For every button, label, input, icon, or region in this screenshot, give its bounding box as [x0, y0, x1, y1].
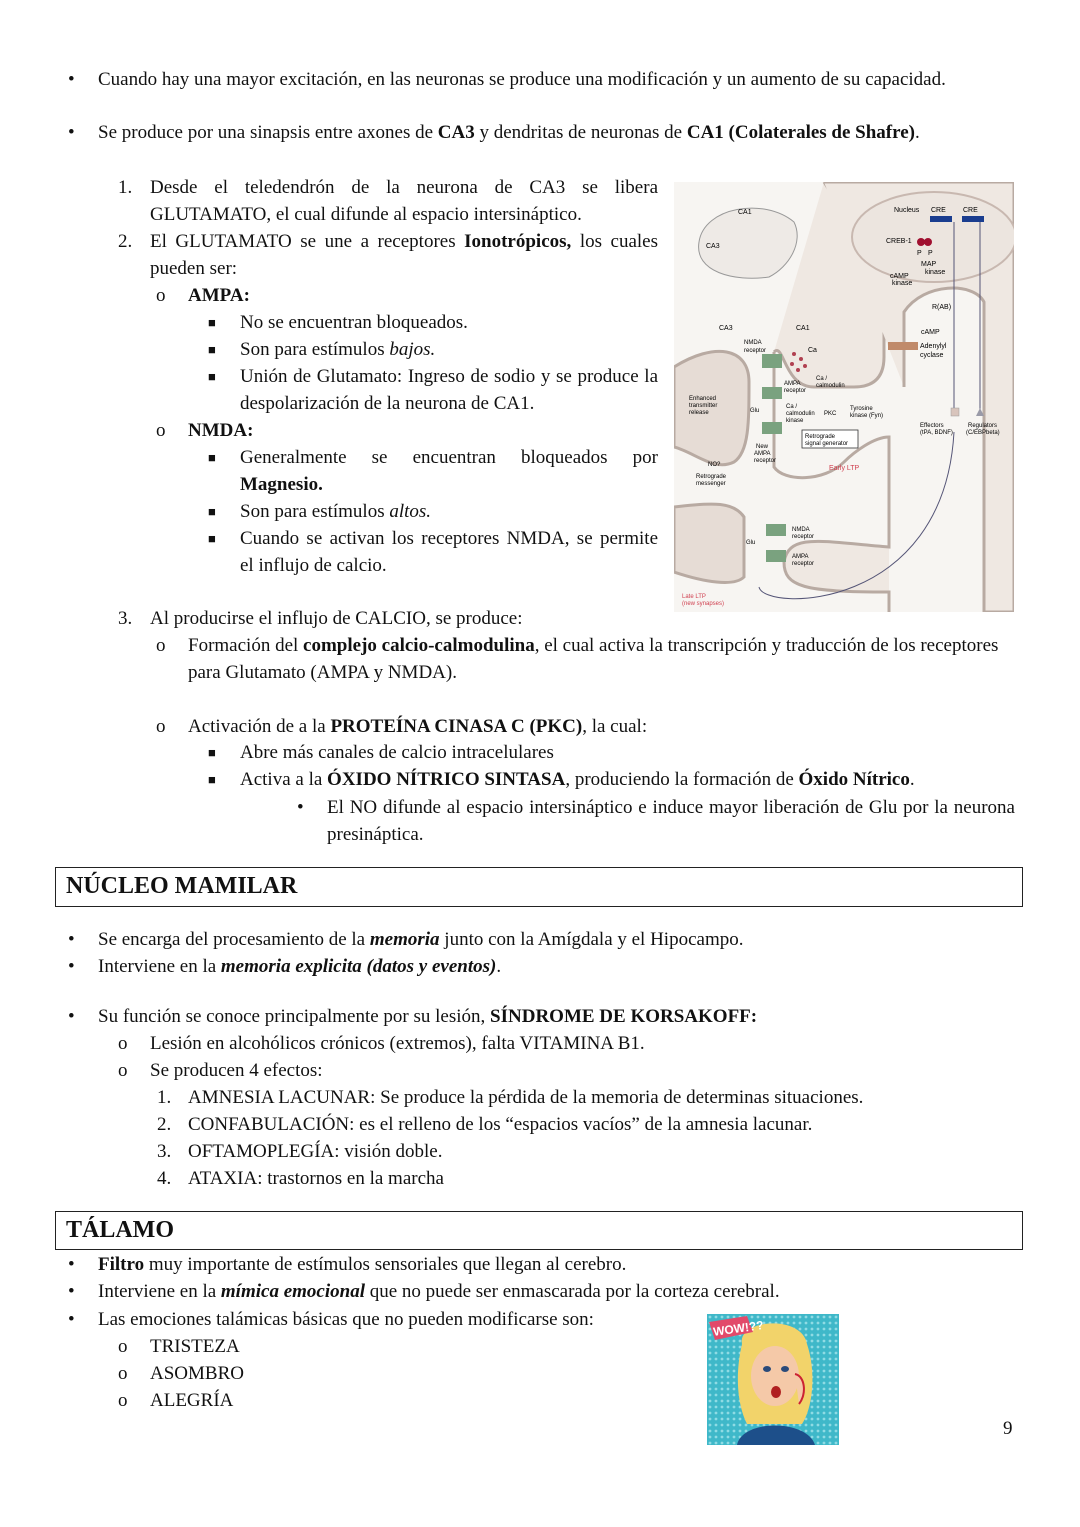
diagram-label: transmitter: [689, 403, 718, 409]
diagram-label: cAMP: [890, 273, 909, 280]
bullet-icon: •: [68, 1006, 75, 1027]
step-2: El GLUTAMATO se une a receptores Ionotrópicos, los cuales pueden ser:: [150, 231, 658, 279]
diagram-label: CRE: [931, 207, 946, 214]
effect-number: 3.: [157, 1141, 172, 1162]
effect-item: OFTAMOPLEGÍA: visión doble.: [188, 1141, 443, 1162]
circle-bullet-icon: o: [118, 1033, 128, 1054]
diagram-label: Ca /: [786, 404, 798, 410]
diagram-label: Nucleus: [894, 207, 920, 214]
diagram-label: Adenylyl: [920, 343, 947, 350]
diagram-label: Glu: [746, 540, 756, 546]
bullet-icon: •: [68, 122, 75, 143]
bullet-icon: •: [68, 929, 75, 950]
square-bullet-icon: ■: [208, 315, 216, 330]
diagram-label: NMDA: [792, 527, 810, 533]
diagram-label: Early LTP: [829, 465, 860, 472]
step-1: Desde el teledendrón de la neurona de CA3 se libera GLUTAMATO, el cual difunde al espacio intersináptico.: [150, 177, 658, 225]
section-heading-mamilar: NÚCLEO MAMILAR: [55, 867, 1023, 907]
diagram-label: cAMP: [921, 329, 940, 336]
square-bullet-icon: ■: [208, 745, 216, 760]
nmda-item-3: Cuando se activan los receptores NMDA, se permite el influjo de calcio.: [240, 528, 658, 576]
diagram-label: Retrograde: [805, 434, 836, 440]
mamilar-bullet-3: Su función se conoce principalmente por su lesión, SÍNDROME DE KORSAKOFF:: [98, 1006, 758, 1027]
talamo-bullet-1: Filtro muy importante de estímulos sensoriales que llegan al cerebro.: [98, 1254, 627, 1275]
bullet-icon: •: [297, 797, 304, 818]
nmda-item-1: Generalmente se encuentran bloqueados por Magnesio.: [240, 447, 658, 495]
diagram-label: NO?: [708, 462, 721, 468]
ampa-heading: AMPA:: [188, 285, 250, 306]
diagram-label: receptor: [744, 348, 767, 354]
diagram-label: Ca: [808, 347, 817, 354]
diagram-label: receptor: [784, 388, 807, 394]
diagram-label: receptor: [792, 561, 815, 567]
bullet-icon: •: [68, 956, 75, 977]
circle-bullet-icon: o: [156, 285, 166, 306]
diagram-label: CREB-1: [886, 238, 912, 245]
diagram-label: CRE: [963, 207, 978, 214]
diagram-label: P: [928, 250, 933, 257]
talamo-bullet-2: Interviene en la mímica emocional que no puede ser enmascarada por la corteza cerebral.: [98, 1281, 780, 1302]
square-bullet-icon: ■: [208, 369, 216, 384]
step-3-item-1: Formación del complejo calcio-calmodulina, el cual activa la transcripción y traducción de los receptores para Glutamato (AMPA y NMDA).: [188, 635, 999, 683]
diagram-label: Regulators: [968, 423, 998, 429]
intro-bullet-1: Cuando hay una mayor excitación, en las neuronas se produce una modificación y un aumento de su capacidad.: [98, 69, 946, 90]
diagram-label: CA3: [706, 243, 720, 250]
square-bullet-icon: ■: [208, 504, 216, 519]
diagram-label: kinase (Fyn): [850, 413, 884, 419]
mamilar-bullet-2: Interviene en la memoria explicita (datos y eventos).: [98, 956, 502, 977]
section-heading-talamo: TÁLAMO: [55, 1211, 1023, 1250]
intro-bullet-2: Se produce por una sinapsis entre axones de CA3 y dendritas de neuronas de CA1 (Colaterales de Shafre).: [98, 122, 920, 143]
effect-number: 1.: [157, 1087, 172, 1108]
step-3: Al producirse el influjo de CALCIO, se produce:: [150, 608, 523, 629]
bullet-icon: •: [68, 1254, 75, 1275]
diagram-label: Ca /: [816, 376, 828, 382]
circle-bullet-icon: o: [118, 1336, 128, 1357]
step-number: 3.: [118, 608, 133, 629]
diagram-label: receptor: [792, 534, 815, 540]
talamo-bullet-3: Las emociones talámicas básicas que no pueden modificarse son:: [98, 1309, 594, 1330]
circle-bullet-icon: o: [156, 420, 166, 441]
diagram-label: CA1: [738, 209, 752, 216]
diagram-label: Enhanced: [689, 396, 717, 402]
step-number: 2.: [118, 231, 133, 252]
diagram-label: Late LTP: [682, 594, 706, 600]
bullet-icon: •: [68, 1281, 75, 1302]
diagram-label: P: [917, 250, 922, 257]
diagram-label: (tPA, BDNF): [920, 430, 953, 436]
circle-bullet-icon: o: [118, 1060, 128, 1081]
diagram-label: cyclase: [920, 352, 944, 359]
pkc-item-2: Activa a la ÓXIDO NÍTRICO SINTASA, produciendo la formación de Óxido Nítrico.: [240, 769, 915, 790]
nmda-heading: NMDA:: [188, 420, 254, 441]
diagram-label: AMPA: [792, 554, 809, 560]
diagram-label: CA3: [719, 325, 733, 332]
square-bullet-icon: ■: [208, 531, 216, 546]
effect-item: ATAXIA: trastornos en la marcha: [188, 1168, 444, 1189]
circle-bullet-icon: o: [118, 1390, 128, 1411]
diagram-label: MAP: [921, 261, 937, 268]
no-item: El NO difunde al espacio intersináptico e induce mayor liberación de Glu por la neurona presináptica.: [327, 797, 1015, 845]
ampa-item-1: No se encuentran bloqueados.: [240, 312, 468, 333]
effect-item: CONFABULACIÓN: es el relleno de los “espacios vacíos” de la amnesia lacunar.: [188, 1114, 813, 1135]
square-bullet-icon: ■: [208, 450, 216, 465]
korsakoff-item-2: Se producen 4 efectos:: [150, 1060, 323, 1081]
diagram-label: AMPA: [754, 451, 771, 457]
diagram-label: AMPA: [784, 381, 801, 387]
diagram-label: receptor: [754, 458, 777, 464]
diagram-label: messenger: [696, 481, 726, 487]
diagram-label: calmodulin: [816, 383, 845, 389]
diagram-label: kinase: [892, 280, 913, 287]
bullet-icon: •: [68, 69, 75, 90]
emotion-item: ALEGRÍA: [150, 1390, 234, 1411]
wow-text: WOW!??: [712, 1317, 765, 1339]
diagram-label: Retrograde: [696, 474, 727, 480]
diagram-label: R(AB): [932, 304, 952, 311]
diagram-label: CA1: [796, 325, 810, 332]
emotion-item: TRISTEZA: [150, 1336, 240, 1357]
diagram-label: signal generator: [805, 441, 849, 447]
circle-bullet-icon: o: [118, 1363, 128, 1384]
diagram-label: PKC: [824, 411, 837, 417]
diagram-label: New: [756, 444, 769, 450]
effect-item: AMNESIA LACUNAR: Se produce la pérdida de la memoria de determinas situaciones.: [188, 1087, 864, 1108]
diagram-label: Effectors: [920, 423, 944, 429]
square-bullet-icon: ■: [208, 342, 216, 357]
circle-bullet-icon: o: [156, 635, 166, 656]
diagram-label: (C/EBPbeta): [966, 430, 1000, 436]
ampa-item-3: Unión de Glutamato: Ingreso de sodio y se produce la despolarización de la neurona de CA1.: [240, 366, 658, 414]
diagram-label: kinase: [786, 418, 804, 424]
step-number: 1.: [118, 177, 133, 198]
page-number: 9: [1003, 1418, 1013, 1439]
diagram-label: release: [689, 410, 709, 416]
bullet-icon: •: [68, 1309, 75, 1330]
pkc-item-1: Abre más canales de calcio intracelulares: [240, 742, 554, 763]
surprised-woman-image: [707, 1314, 839, 1445]
nmda-item-2: Son para estímulos altos.: [240, 501, 432, 522]
ltp-diagram: [674, 182, 1014, 612]
mamilar-bullet-1: Se encarga del procesamiento de la memoria junto con la Amígdala y el Hipocampo.: [98, 929, 744, 950]
circle-bullet-icon: o: [156, 716, 166, 737]
diagram-label: calmodulin: [786, 411, 815, 417]
step-3-item-2: Activación de a la PROTEÍNA CINASA C (PKC), la cual:: [188, 716, 648, 737]
effect-number: 4.: [157, 1168, 172, 1189]
diagram-label: NMDA: [744, 340, 762, 346]
diagram-label: Glu: [750, 408, 760, 414]
diagram-label: kinase: [925, 269, 946, 276]
diagram-label: (new synapses): [682, 601, 725, 607]
ampa-item-2: Son para estímulos bajos.: [240, 339, 436, 360]
diagram-label: Tyrosine: [850, 406, 873, 412]
effect-number: 2.: [157, 1114, 172, 1135]
square-bullet-icon: ■: [208, 772, 216, 787]
korsakoff-item-1: Lesión en alcohólicos crónicos (extremos), falta VITAMINA B1.: [150, 1033, 645, 1054]
emotion-item: ASOMBRO: [150, 1363, 244, 1384]
